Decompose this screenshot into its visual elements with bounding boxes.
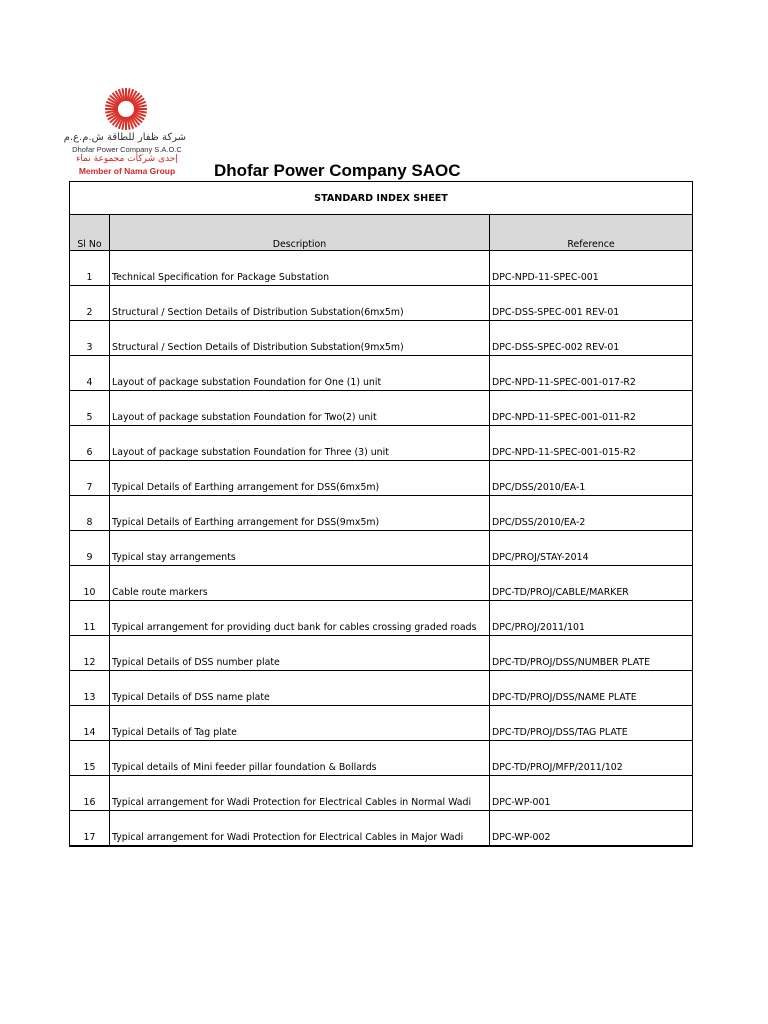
table-row xyxy=(70,811,693,847)
desc-cell: Layout of package substation Foundation for Two(2) unit xyxy=(110,391,490,426)
column-header-description: Description xyxy=(110,215,490,251)
desc-cell: Typical Details of DSS name plate xyxy=(110,671,490,706)
desc-cell: Typical stay arrangements xyxy=(110,531,490,566)
reference-cell: DPC-TD/PROJ/CABLE/MARKER xyxy=(490,566,693,601)
standard-index-table xyxy=(69,181,693,847)
desc-cell: Typical Details of DSS number plate xyxy=(110,636,490,671)
sl-cell: 7 xyxy=(70,461,110,496)
desc-cell: Technical Specification for Package Substation xyxy=(110,251,490,286)
company-title: Dhofar Power Company SAOC xyxy=(214,161,461,180)
reference-cell: DPC-TD/PROJ/DSS/TAG PLATE xyxy=(490,706,693,741)
sl-cell: 12 xyxy=(70,636,110,671)
table-row xyxy=(70,671,693,706)
table-row xyxy=(70,601,693,636)
desc-cell: Typical details of Mini feeder pillar foundation & Bollards xyxy=(110,741,490,776)
reference-cell: DPC/PROJ/2011/101 xyxy=(490,601,693,636)
table-row xyxy=(70,286,693,321)
desc-cell: Typical Details of Earthing arrangement for DSS(6mx5m) xyxy=(110,461,490,496)
reference-cell: DPC-TD/PROJ/DSS/NUMBER PLATE xyxy=(490,636,693,671)
reference-cell: DPC-WP-001 xyxy=(490,776,693,811)
sl-cell: 16 xyxy=(70,776,110,811)
reference-cell: DPC-TD/PROJ/DSS/NAME PLATE xyxy=(490,671,693,706)
table-row xyxy=(70,566,693,601)
reference-cell: DPC-NPD-11-SPEC-001-011-R2 xyxy=(490,391,693,426)
reference-cell: DPC-NPD-11-SPEC-001 xyxy=(490,251,693,286)
reference-cell: DPC/DSS/2010/EA-1 xyxy=(490,461,693,496)
sl-cell: 11 xyxy=(70,601,110,636)
sl-cell: 6 xyxy=(70,426,110,461)
sl-cell: 10 xyxy=(70,566,110,601)
table-row xyxy=(70,531,693,566)
table-header-row xyxy=(70,215,693,251)
reference-cell: DPC-NPD-11-SPEC-001-015-R2 xyxy=(490,426,693,461)
reference-cell: DPC/PROJ/STAY-2014 xyxy=(490,531,693,566)
sl-cell: 9 xyxy=(70,531,110,566)
sl-cell: 3 xyxy=(70,321,110,356)
table-row xyxy=(70,321,693,356)
table-row xyxy=(70,391,693,426)
desc-cell: Typical Details of Tag plate xyxy=(110,706,490,741)
reference-cell: DPC-NPD-11-SPEC-001-017-R2 xyxy=(490,356,693,391)
reference-cell: DPC-DSS-SPEC-002 REV-01 xyxy=(490,321,693,356)
desc-cell: Typical arrangement for Wadi Protection for Electrical Cables in Normal Wadi xyxy=(110,776,490,811)
sl-cell: 2 xyxy=(70,286,110,321)
desc-cell: Typical arrangement for providing duct bank for cables crossing graded roads xyxy=(110,601,490,636)
sl-cell: 17 xyxy=(70,811,110,847)
sun-logo-icon xyxy=(96,86,156,132)
reference-cell: DPC-DSS-SPEC-001 REV-01 xyxy=(490,286,693,321)
logo-arabic-group: إحدى شركات مجموعة نماء xyxy=(76,154,178,164)
table-row xyxy=(70,496,693,531)
reference-cell: DPC/DSS/2010/EA-2 xyxy=(490,496,693,531)
desc-cell: Layout of package substation Foundation for Three (3) unit xyxy=(110,426,490,461)
desc-cell: Structural / Section Details of Distribution Substation(9mx5m) xyxy=(110,321,490,356)
sheet-title: STANDARD INDEX SHEET xyxy=(70,182,693,215)
sl-cell: 1 xyxy=(70,251,110,286)
table-row xyxy=(70,706,693,741)
table-row xyxy=(70,776,693,811)
reference-cell: DPC-TD/PROJ/MFP/2011/102 xyxy=(490,741,693,776)
sl-cell: 13 xyxy=(70,671,110,706)
company-logo xyxy=(63,86,188,182)
reference-cell: DPC-WP-002 xyxy=(490,811,693,847)
table-row xyxy=(70,426,693,461)
desc-cell: Typical arrangement for Wadi Protection for Electrical Cables in Major Wadi xyxy=(110,811,490,847)
sl-cell: 4 xyxy=(70,356,110,391)
table-row xyxy=(70,251,693,286)
table-row xyxy=(70,461,693,496)
desc-cell: Layout of package substation Foundation for One (1) unit xyxy=(110,356,490,391)
table-row xyxy=(70,636,693,671)
sl-cell: 14 xyxy=(70,706,110,741)
table-row xyxy=(70,356,693,391)
desc-cell: Cable route markers xyxy=(110,566,490,601)
table-row xyxy=(70,741,693,776)
logo-english-name: Dhofar Power Company S.A.O.C xyxy=(72,145,182,154)
sl-cell: 8 xyxy=(70,496,110,531)
sl-cell: 15 xyxy=(70,741,110,776)
column-header-sl: Sl No xyxy=(70,215,110,251)
desc-cell: Structural / Section Details of Distribution Substation(6mx5m) xyxy=(110,286,490,321)
desc-cell: Typical Details of Earthing arrangement for DSS(9mx5m) xyxy=(110,496,490,531)
table-title-row xyxy=(70,182,693,215)
sl-cell: 5 xyxy=(70,391,110,426)
logo-arabic-name: شركة ظفار للطاقة ش.م.ع.م xyxy=(63,132,186,143)
column-header-reference: Reference xyxy=(490,215,693,251)
logo-member-text: Member of Nama Group xyxy=(78,166,176,176)
